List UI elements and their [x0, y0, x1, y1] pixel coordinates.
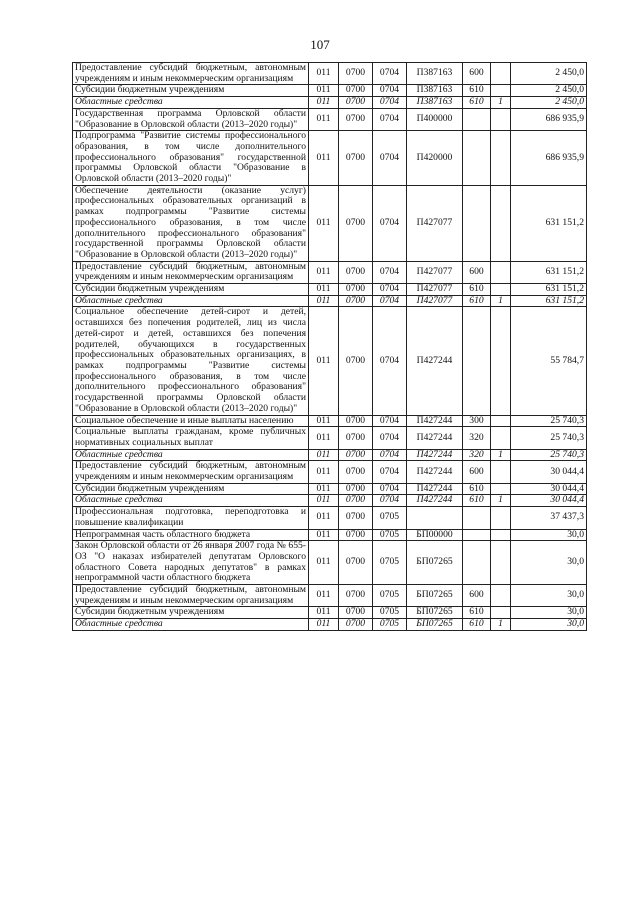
amount: 30 044,4	[511, 495, 587, 507]
funding-source: 1	[491, 449, 511, 461]
target-code: П427077	[407, 284, 463, 296]
amount: 37 437,3	[511, 507, 587, 529]
admin-code: 011	[309, 131, 339, 186]
row-name: Социальное обеспечение детей-сирот и детей, оставшихся без попечения родителей, лиц из числа детей-сирот и детей, оставшихся без попечения родителей, обучающихся в государственных профессиональных образовательных организациях, в рамках подпрограммы "Развитие системы профессионального образования, в том числе дополнительного профессионального образования" государственной программы Орловской области "Образование в Орловской области (2013–2020 годы)"	[73, 307, 309, 415]
section-code: 0700	[339, 483, 373, 495]
amount: 25 740,3	[511, 415, 587, 427]
row-name: Субсидии бюджетным учреждениям	[73, 607, 309, 619]
subsection-code: 0704	[373, 85, 407, 97]
subsection-code: 0704	[373, 284, 407, 296]
row-name: Областные средства	[73, 97, 309, 109]
row-name: Субсидии бюджетным учреждениям	[73, 483, 309, 495]
expense-type: 610	[463, 85, 491, 97]
expense-type: 600	[463, 585, 491, 607]
expense-type: 600	[463, 461, 491, 483]
page-number: 107	[310, 37, 330, 52]
subsection-code: 0704	[373, 97, 407, 109]
table-row	[73, 541, 587, 585]
table-row	[73, 108, 587, 130]
expense-type: 610	[463, 284, 491, 296]
amount: 631 151,2	[511, 295, 587, 307]
target-code: П387163	[407, 97, 463, 109]
row-name: Непрограммная часть областного бюджета	[73, 529, 309, 541]
admin-code: 011	[309, 284, 339, 296]
admin-code: 011	[309, 97, 339, 109]
expense-type	[463, 185, 491, 261]
table-row	[73, 284, 587, 296]
amount: 631 151,2	[511, 185, 587, 261]
admin-code: 011	[309, 261, 339, 283]
subsection-code: 0705	[373, 585, 407, 607]
table-row	[73, 97, 587, 109]
admin-code: 011	[309, 529, 339, 541]
row-name: Предоставление субсидий бюджетным, автономным учреждениям и иным некоммерческим организациям	[73, 461, 309, 483]
target-code: П427244	[407, 495, 463, 507]
funding-source	[491, 108, 511, 130]
subsection-code: 0704	[373, 461, 407, 483]
section-code: 0700	[339, 185, 373, 261]
table-row	[73, 483, 587, 495]
row-name: Социальные выплаты гражданам, кроме публичных нормативных социальных выплат	[73, 427, 309, 449]
amount: 686 935,9	[511, 131, 587, 186]
table-row	[73, 449, 587, 461]
row-name: Подпрограмма "Развитие системы профессионального образования, в том числе дополнительного профессионального образования" государственной программы Орловской области "Образование в Орловской области (2013–2020 годы)"	[73, 131, 309, 186]
amount: 30 044,4	[511, 461, 587, 483]
expense-type: 610	[463, 619, 491, 631]
row-name: Областные средства	[73, 449, 309, 461]
amount: 55 784,7	[511, 307, 587, 415]
section-code: 0700	[339, 607, 373, 619]
amount: 25 740,3	[511, 449, 587, 461]
amount: 30,0	[511, 619, 587, 631]
row-name: Обеспечение деятельности (оказание услуг) профессиональных образовательных организаций в рамках подпрограммы "Развитие системы профессионального образования, в том числе дополнительного профессионального образования" государственной программы Орловской области "Образование в Орловской области (2013–2020 годы)"	[73, 185, 309, 261]
funding-source	[491, 585, 511, 607]
admin-code: 011	[309, 619, 339, 631]
subsection-code: 0704	[373, 108, 407, 130]
row-name: Государственная программа Орловской области "Образование в Орловской области (2013–2020 годы)"	[73, 108, 309, 130]
funding-source: 1	[491, 97, 511, 109]
amount: 30,0	[511, 541, 587, 585]
target-code: П400000	[407, 108, 463, 130]
subsection-code: 0704	[373, 295, 407, 307]
amount: 631 151,2	[511, 261, 587, 283]
funding-source	[491, 185, 511, 261]
target-code: П427244	[407, 307, 463, 415]
row-name: Закон Орловской области от 26 января 2007 года № 655-ОЗ "О наказах избирателей депутатам Орловского областного Совета народных депутатов" в рамках непрограммной части областного бюджета	[73, 541, 309, 585]
table-row	[73, 495, 587, 507]
table-row	[73, 131, 587, 186]
funding-source	[491, 63, 511, 85]
target-code: БП00000	[407, 529, 463, 541]
target-code: П427244	[407, 449, 463, 461]
section-code: 0700	[339, 461, 373, 483]
admin-code: 011	[309, 495, 339, 507]
table-row	[73, 307, 587, 415]
subsection-code: 0705	[373, 607, 407, 619]
target-code: БП07265	[407, 541, 463, 585]
target-code: БП07265	[407, 585, 463, 607]
funding-source	[491, 507, 511, 529]
target-code: П427077	[407, 295, 463, 307]
funding-source	[491, 261, 511, 283]
row-name: Социальное обеспечение и иные выплаты населению	[73, 415, 309, 427]
admin-code: 011	[309, 427, 339, 449]
subsection-code: 0704	[373, 483, 407, 495]
amount: 2 450,0	[511, 63, 587, 85]
amount: 30,0	[511, 585, 587, 607]
amount: 2 450,0	[511, 97, 587, 109]
row-name: Областные средства	[73, 295, 309, 307]
expense-type: 610	[463, 607, 491, 619]
amount: 30,0	[511, 529, 587, 541]
row-name: Предоставление субсидий бюджетным, автономным учреждениям и иным некоммерческим организациям	[73, 585, 309, 607]
target-code: П427244	[407, 483, 463, 495]
admin-code: 011	[309, 449, 339, 461]
section-code: 0700	[339, 585, 373, 607]
subsection-code: 0705	[373, 529, 407, 541]
target-code: П427077	[407, 185, 463, 261]
target-code: БП07265	[407, 619, 463, 631]
subsection-code: 0704	[373, 261, 407, 283]
subsection-code: 0704	[373, 185, 407, 261]
section-code: 0700	[339, 307, 373, 415]
expense-type	[463, 307, 491, 415]
section-code: 0700	[339, 541, 373, 585]
funding-source	[491, 529, 511, 541]
admin-code: 011	[309, 415, 339, 427]
budget-table	[72, 62, 587, 631]
subsection-code: 0704	[373, 449, 407, 461]
target-code: П387163	[407, 63, 463, 85]
admin-code: 011	[309, 507, 339, 529]
subsection-code: 0704	[373, 427, 407, 449]
funding-source: 1	[491, 495, 511, 507]
section-code: 0700	[339, 85, 373, 97]
funding-source	[491, 607, 511, 619]
expense-type	[463, 108, 491, 130]
amount: 30,0	[511, 607, 587, 619]
target-code	[407, 507, 463, 529]
table-row	[73, 427, 587, 449]
admin-code: 011	[309, 461, 339, 483]
section-code: 0700	[339, 507, 373, 529]
table-row	[73, 507, 587, 529]
funding-source	[491, 483, 511, 495]
table-row	[73, 529, 587, 541]
section-code: 0700	[339, 261, 373, 283]
admin-code: 011	[309, 63, 339, 85]
funding-source	[491, 461, 511, 483]
admin-code: 011	[309, 307, 339, 415]
amount: 686 935,9	[511, 108, 587, 130]
funding-source: 1	[491, 295, 511, 307]
section-code: 0700	[339, 415, 373, 427]
table-row	[73, 85, 587, 97]
amount: 2 450,0	[511, 85, 587, 97]
row-name: Предоставление субсидий бюджетным, автономным учреждениям и иным некоммерческим организациям	[73, 63, 309, 85]
expense-type	[463, 507, 491, 529]
row-name: Предоставление субсидий бюджетным, автономным учреждениям и иным некоммерческим организациям	[73, 261, 309, 283]
expense-type: 320	[463, 427, 491, 449]
amount: 25 740,3	[511, 427, 587, 449]
table-row	[73, 295, 587, 307]
expense-type	[463, 131, 491, 186]
section-code: 0700	[339, 295, 373, 307]
table-row	[73, 585, 587, 607]
subsection-code: 0704	[373, 495, 407, 507]
funding-source	[491, 131, 511, 186]
row-name: Областные средства	[73, 495, 309, 507]
target-code: П427244	[407, 427, 463, 449]
section-code: 0700	[339, 449, 373, 461]
table-row	[73, 261, 587, 283]
subsection-code: 0705	[373, 507, 407, 529]
admin-code: 011	[309, 185, 339, 261]
table-row	[73, 619, 587, 631]
table-row	[73, 63, 587, 85]
subsection-code: 0705	[373, 619, 407, 631]
admin-code: 011	[309, 483, 339, 495]
subsection-code: 0704	[373, 63, 407, 85]
funding-source	[491, 85, 511, 97]
section-code: 0700	[339, 108, 373, 130]
expense-type: 320	[463, 449, 491, 461]
section-code: 0700	[339, 529, 373, 541]
table-row	[73, 461, 587, 483]
admin-code: 011	[309, 85, 339, 97]
section-code: 0700	[339, 131, 373, 186]
target-code: П427244	[407, 415, 463, 427]
target-code: БП07265	[407, 607, 463, 619]
section-code: 0700	[339, 284, 373, 296]
section-code: 0700	[339, 97, 373, 109]
section-code: 0700	[339, 63, 373, 85]
admin-code: 011	[309, 295, 339, 307]
table-row	[73, 607, 587, 619]
funding-source	[491, 415, 511, 427]
funding-source: 1	[491, 619, 511, 631]
target-code: П427077	[407, 261, 463, 283]
funding-source	[491, 427, 511, 449]
target-code: П420000	[407, 131, 463, 186]
admin-code: 011	[309, 541, 339, 585]
expense-type	[463, 541, 491, 585]
expense-type: 610	[463, 97, 491, 109]
row-name: Областные средства	[73, 619, 309, 631]
row-name: Профессиональная подготовка, переподготовка и повышение квалификации	[73, 507, 309, 529]
funding-source	[491, 541, 511, 585]
subsection-code: 0704	[373, 307, 407, 415]
table-row	[73, 185, 587, 261]
expense-type: 600	[463, 261, 491, 283]
expense-type	[463, 529, 491, 541]
admin-code: 011	[309, 585, 339, 607]
expense-type: 300	[463, 415, 491, 427]
amount: 30 044,4	[511, 483, 587, 495]
row-name: Субсидии бюджетным учреждениям	[73, 284, 309, 296]
section-code: 0700	[339, 495, 373, 507]
target-code: П427244	[407, 461, 463, 483]
subsection-code: 0704	[373, 415, 407, 427]
subsection-code: 0704	[373, 131, 407, 186]
target-code: П387163	[407, 85, 463, 97]
admin-code: 011	[309, 607, 339, 619]
funding-source	[491, 284, 511, 296]
expense-type: 610	[463, 295, 491, 307]
table-row	[73, 415, 587, 427]
subsection-code: 0705	[373, 541, 407, 585]
amount: 631 151,2	[511, 284, 587, 296]
section-code: 0700	[339, 427, 373, 449]
expense-type: 600	[463, 63, 491, 85]
funding-source	[491, 307, 511, 415]
admin-code: 011	[309, 108, 339, 130]
expense-type: 610	[463, 495, 491, 507]
section-code: 0700	[339, 619, 373, 631]
expense-type: 610	[463, 483, 491, 495]
row-name: Субсидии бюджетным учреждениям	[73, 85, 309, 97]
